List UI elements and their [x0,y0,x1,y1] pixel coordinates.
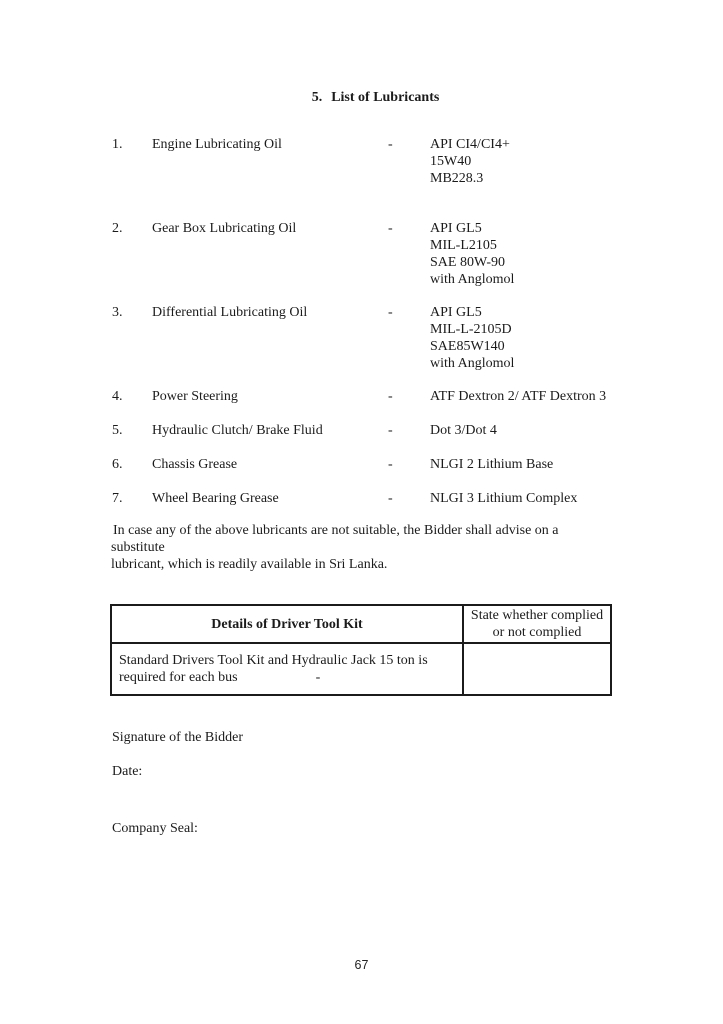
item-dash: - [388,491,393,506]
note-line-1: In case any of the above lubricants are not suitable, the Bidder shall advise on a substitute [111,523,559,555]
item-dash: - [388,389,393,404]
item-dash: - [388,457,393,472]
item-name: Engine Lubricating Oil [152,137,282,152]
item-specs [430,388,723,405]
driver-tool-kit-table [110,604,612,696]
spec-line: SAE 80W-90 [430,255,506,270]
compliance-cell [463,643,611,695]
requirement-line-1: Standard Drivers Tool Kit and Hydraulic Jack 15 ton is [119,653,428,668]
lubricant-list-item [112,388,723,405]
item-dash: - [388,137,393,152]
spec-line: Dot 3/Dot 4 [430,423,497,438]
item-number: 3. [112,305,123,320]
spec-line: API GL5 [430,221,482,236]
item-specs [430,456,723,473]
toolkit-requirement-cell [111,643,463,695]
spec-line: API CI4/CI4+ [430,137,510,152]
signature-label: Signature of the Bidder [112,730,244,745]
item-name: Wheel Bearing Grease [152,491,279,506]
header-details-of-driver-tool-kit: Details of Driver Tool Kit [111,605,463,643]
spec-line: MB228.3 [430,171,484,186]
lubricant-list-item [112,304,723,372]
spec-line: with Anglomol [430,356,515,371]
spec-line: MIL-L-2105D [430,322,512,337]
spec-line: MIL-L2105 [430,238,497,253]
item-number: 4. [112,389,123,404]
spec-line: 15W40 [430,154,472,169]
item-specs [430,490,723,507]
lubricant-list-item [112,456,723,473]
item-dash: - [388,221,393,236]
item-name: Hydraulic Clutch/ Brake Fluid [152,423,323,438]
lubricant-list-item [112,136,723,187]
table-header-row [111,605,611,643]
item-name: Power Steering [152,389,238,404]
spec-line: with Anglomol [430,272,515,287]
item-number: 1. [112,137,123,152]
company-seal-label: Company Seal: [112,821,198,836]
item-number: 7. [112,491,123,506]
item-dash: - [388,423,393,438]
item-specs [430,422,723,439]
table-row [111,643,611,695]
item-name: Chassis Grease [152,457,238,472]
substitute-note [111,522,603,573]
item-specs [430,304,723,372]
title-number: 5. [311,90,323,105]
lubricant-list-item [112,490,723,507]
page-title [14,0,723,106]
spec-line: SAE85W140 [430,339,505,354]
spec-line: API GL5 [430,305,482,320]
title-text: List of Lubricants [331,90,440,105]
page-number: 67 [354,958,369,972]
note-line-2: lubricant, which is readily available in Sri Lanka. [111,557,388,572]
item-name: Gear Box Lubricating Oil [152,221,297,236]
date-label: Date: [112,764,143,779]
spec-line: NLGI 3 Lithium Complex [430,491,578,506]
item-number: 6. [112,457,123,472]
item-number: 2. [112,221,123,236]
header-state-whether-complied: State whether complied or not complied [463,605,611,643]
item-specs [430,136,723,187]
spec-line: ATF Dextron 2/ ATF Dextron 3 [430,389,607,404]
lubricant-list [112,136,723,507]
lubricant-list-item [112,422,723,439]
requirement-line-2: required for each bus [119,670,238,685]
item-dash: - [388,305,393,320]
item-name: Differential Lubricating Oil [152,305,308,320]
lubricant-list-item [112,220,723,288]
spec-line: NLGI 2 Lithium Base [430,457,554,472]
requirement-dash: - [315,670,321,685]
item-specs [430,220,723,288]
item-number: 5. [112,423,123,438]
